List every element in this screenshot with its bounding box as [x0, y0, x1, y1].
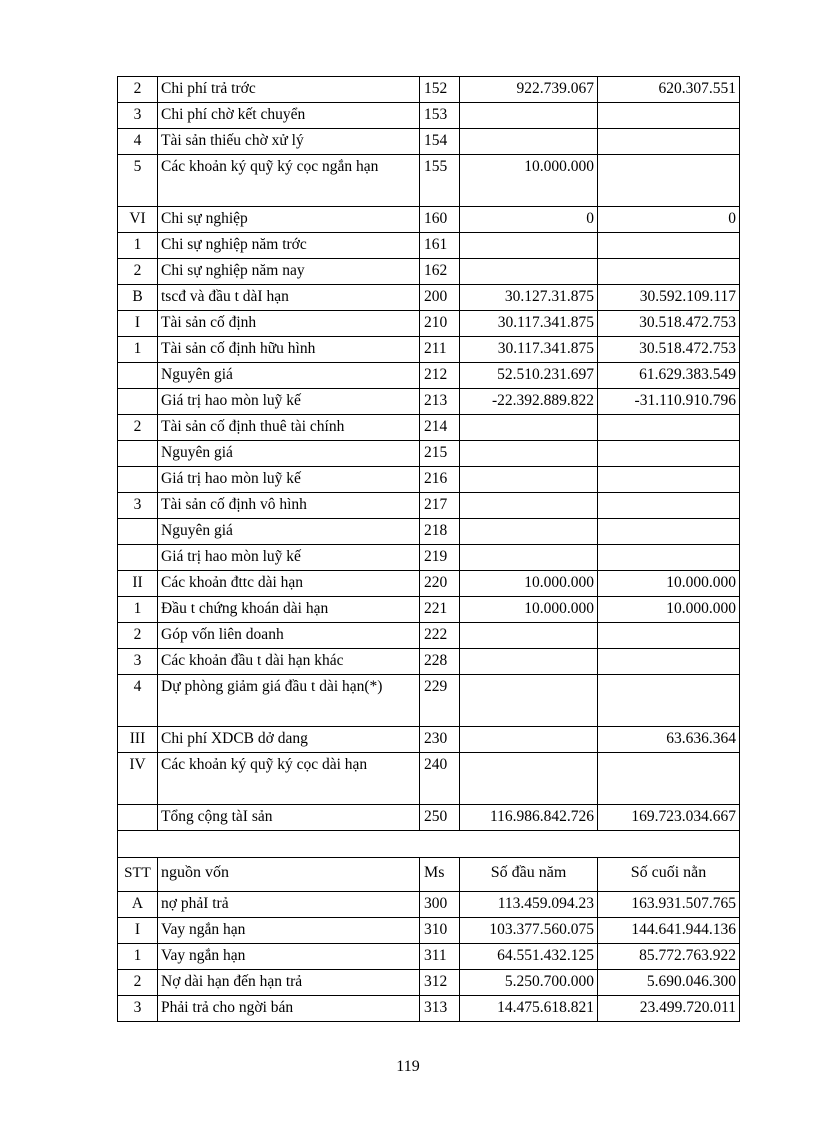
- spacer-section: [118, 831, 740, 858]
- row-name: Dự phòng giảm giá đầu t dài hạn(*): [158, 675, 420, 727]
- header-stt: STT: [118, 858, 158, 892]
- row-name: Tài sản cố định vô hình: [158, 493, 420, 519]
- table-row: [118, 207, 740, 233]
- row-code: 310: [420, 918, 460, 944]
- row-closing-value: [598, 545, 740, 571]
- row-name: Đầu t chứng khoán dài hạn: [158, 597, 420, 623]
- row-stt: 2: [118, 415, 158, 441]
- row-closing-value: [598, 103, 740, 129]
- capital-section: [118, 892, 740, 1022]
- row-closing-value: 63.636.364: [598, 727, 740, 753]
- row-stt: 3: [118, 996, 158, 1022]
- table-row: [118, 727, 740, 753]
- table-row: [118, 441, 740, 467]
- row-closing-value: [598, 415, 740, 441]
- row-opening-value: [460, 493, 598, 519]
- row-opening-value: 0: [460, 207, 598, 233]
- row-closing-value: 620.307.551: [598, 77, 740, 103]
- row-opening-value: -22.392.889.822: [460, 389, 598, 415]
- row-code: 218: [420, 519, 460, 545]
- row-code: 213: [420, 389, 460, 415]
- row-code: 212: [420, 363, 460, 389]
- row-closing-value: 5.690.046.300: [598, 970, 740, 996]
- header-name: nguồn vốn: [158, 858, 420, 892]
- row-name: Chi phí XDCB dở dang: [158, 727, 420, 753]
- row-code: 250: [420, 805, 460, 831]
- row-opening-value: [460, 649, 598, 675]
- table-row: [118, 597, 740, 623]
- header-ms: Ms: [420, 858, 460, 892]
- row-name: Các khoản ký quỹ ký cọc dài hạn: [158, 753, 420, 805]
- row-stt: II: [118, 571, 158, 597]
- row-opening-value: 10.000.000: [460, 597, 598, 623]
- row-closing-value: 0: [598, 207, 740, 233]
- row-opening-value: 10.000.000: [460, 155, 598, 207]
- row-code: 155: [420, 155, 460, 207]
- row-name: nợ phảI trả: [158, 892, 420, 918]
- row-stt: 3: [118, 493, 158, 519]
- row-opening-value: 30.117.341.875: [460, 311, 598, 337]
- row-opening-value: 10.000.000: [460, 571, 598, 597]
- row-opening-value: 922.739.067: [460, 77, 598, 103]
- table-row: [118, 311, 740, 337]
- row-stt: B: [118, 285, 158, 311]
- spacer-cell: [118, 831, 740, 858]
- row-code: 220: [420, 571, 460, 597]
- row-stt: III: [118, 727, 158, 753]
- row-code: 154: [420, 129, 460, 155]
- row-name: Nguyên giá: [158, 441, 420, 467]
- table-row: [118, 337, 740, 363]
- row-name: Các khoản đttc dài hạn: [158, 571, 420, 597]
- row-opening-value: [460, 675, 598, 727]
- row-closing-value: 30.592.109.117: [598, 285, 740, 311]
- row-closing-value: [598, 753, 740, 805]
- row-closing-value: [598, 493, 740, 519]
- header-closing: Số cuối nằn: [598, 858, 740, 892]
- table-row: [118, 285, 740, 311]
- row-name: Chi sự nghiệp năm trớc: [158, 233, 420, 259]
- table-row: [118, 129, 740, 155]
- row-closing-value: 30.518.472.753: [598, 311, 740, 337]
- table-row: [118, 103, 740, 129]
- table-row: [118, 519, 740, 545]
- row-code: 162: [420, 259, 460, 285]
- row-closing-value: 163.931.507.765: [598, 892, 740, 918]
- table-row: [118, 892, 740, 918]
- row-closing-value: 10.000.000: [598, 597, 740, 623]
- row-opening-value: [460, 233, 598, 259]
- header-row: [118, 858, 740, 892]
- row-closing-value: 23.499.720.011: [598, 996, 740, 1022]
- row-closing-value: [598, 467, 740, 493]
- row-opening-value: 30.127.31.875: [460, 285, 598, 311]
- row-stt: 4: [118, 129, 158, 155]
- table-row: [118, 918, 740, 944]
- row-closing-value: 169.723.034.667: [598, 805, 740, 831]
- row-opening-value: 103.377.560.075: [460, 918, 598, 944]
- row-stt: [118, 467, 158, 493]
- row-stt: 2: [118, 970, 158, 996]
- row-stt: 1: [118, 597, 158, 623]
- row-closing-value: 30.518.472.753: [598, 337, 740, 363]
- table-row: [118, 363, 740, 389]
- row-code: 313: [420, 996, 460, 1022]
- row-stt: I: [118, 311, 158, 337]
- row-name: Giá trị hao mòn luỹ kế: [158, 467, 420, 493]
- row-stt: [118, 389, 158, 415]
- spacer-row: [118, 831, 740, 858]
- table-row: [118, 753, 740, 805]
- row-code: 210: [420, 311, 460, 337]
- row-stt: [118, 519, 158, 545]
- row-opening-value: 116.986.842.726: [460, 805, 598, 831]
- row-name: Góp vốn liên doanh: [158, 623, 420, 649]
- table-row: [118, 493, 740, 519]
- row-stt: 4: [118, 675, 158, 727]
- row-code: 229: [420, 675, 460, 727]
- row-closing-value: 144.641.944.136: [598, 918, 740, 944]
- row-opening-value: 5.250.700.000: [460, 970, 598, 996]
- row-name: Nguyên giá: [158, 519, 420, 545]
- row-stt: I: [118, 918, 158, 944]
- row-stt: 1: [118, 233, 158, 259]
- row-name: Tài sản cố định thuê tài chính: [158, 415, 420, 441]
- row-name: tscđ và đầu t dàI hạn: [158, 285, 420, 311]
- row-code: 152: [420, 77, 460, 103]
- row-opening-value: [460, 441, 598, 467]
- table-row: [118, 415, 740, 441]
- table-row: [118, 970, 740, 996]
- row-opening-value: [460, 129, 598, 155]
- row-code: 312: [420, 970, 460, 996]
- row-name: Chi phí chờ kết chuyển: [158, 103, 420, 129]
- row-stt: [118, 363, 158, 389]
- row-stt: 3: [118, 649, 158, 675]
- row-name: Tài sản cố định: [158, 311, 420, 337]
- table-row: [118, 233, 740, 259]
- row-closing-value: 85.772.763.922: [598, 944, 740, 970]
- row-opening-value: 64.551.432.125: [460, 944, 598, 970]
- row-opening-value: [460, 727, 598, 753]
- row-opening-value: [460, 545, 598, 571]
- row-closing-value: [598, 155, 740, 207]
- row-name: Chi sự nghiệp năm nay: [158, 259, 420, 285]
- row-opening-value: 113.459.094.23: [460, 892, 598, 918]
- row-stt: 2: [118, 259, 158, 285]
- row-opening-value: [460, 467, 598, 493]
- row-opening-value: [460, 259, 598, 285]
- row-code: 311: [420, 944, 460, 970]
- row-name: Tổng cộng tàI sản: [158, 805, 420, 831]
- row-code: 228: [420, 649, 460, 675]
- row-closing-value: [598, 675, 740, 727]
- row-closing-value: 61.629.383.549: [598, 363, 740, 389]
- row-closing-value: 10.000.000: [598, 571, 740, 597]
- table-row: [118, 996, 740, 1022]
- row-opening-value: [460, 519, 598, 545]
- row-code: 221: [420, 597, 460, 623]
- table-row: [118, 545, 740, 571]
- row-name: Nguyên giá: [158, 363, 420, 389]
- header-opening: Số đầu năm: [460, 858, 598, 892]
- row-stt: 2: [118, 77, 158, 103]
- row-stt: VI: [118, 207, 158, 233]
- row-stt: 1: [118, 337, 158, 363]
- row-code: 217: [420, 493, 460, 519]
- balance-sheet-table: [117, 76, 740, 1022]
- table-row: [118, 259, 740, 285]
- row-stt: IV: [118, 753, 158, 805]
- row-code: 211: [420, 337, 460, 363]
- row-name: Vay ngắn hạn: [158, 944, 420, 970]
- row-name: Phải trả cho ngời bán: [158, 996, 420, 1022]
- table-row: [118, 155, 740, 207]
- row-stt: 2: [118, 623, 158, 649]
- row-stt: [118, 441, 158, 467]
- row-name: Giá trị hao mòn luỹ kế: [158, 545, 420, 571]
- row-stt: [118, 805, 158, 831]
- row-closing-value: [598, 623, 740, 649]
- row-name: Chi phí trả trớc: [158, 77, 420, 103]
- row-opening-value: 30.117.341.875: [460, 337, 598, 363]
- row-code: 153: [420, 103, 460, 129]
- row-closing-value: [598, 649, 740, 675]
- row-code: 222: [420, 623, 460, 649]
- table-row: [118, 649, 740, 675]
- row-name: Vay ngắn hạn: [158, 918, 420, 944]
- row-code: 240: [420, 753, 460, 805]
- row-stt: 3: [118, 103, 158, 129]
- row-name: Chi sự nghiệp: [158, 207, 420, 233]
- table-row: [118, 571, 740, 597]
- row-closing-value: [598, 233, 740, 259]
- row-opening-value: [460, 753, 598, 805]
- row-closing-value: [598, 129, 740, 155]
- row-code: 216: [420, 467, 460, 493]
- row-opening-value: [460, 103, 598, 129]
- page-number: 119: [396, 1058, 420, 1075]
- table-row: [118, 805, 740, 831]
- row-name: Giá trị hao mòn luỹ kế: [158, 389, 420, 415]
- row-opening-value: [460, 415, 598, 441]
- row-stt: A: [118, 892, 158, 918]
- table-row: [118, 467, 740, 493]
- row-code: 230: [420, 727, 460, 753]
- table-row: [118, 675, 740, 727]
- row-opening-value: [460, 623, 598, 649]
- capital-header-section: [118, 858, 740, 892]
- row-code: 160: [420, 207, 460, 233]
- row-name: Các khoản ký quỹ ký cọc ngắn hạn: [158, 155, 420, 207]
- row-closing-value: [598, 441, 740, 467]
- assets-section: [118, 77, 740, 831]
- row-stt: 5: [118, 155, 158, 207]
- table-row: [118, 944, 740, 970]
- row-code: 300: [420, 892, 460, 918]
- row-name: Tài sản thiếu chờ xử lý: [158, 129, 420, 155]
- row-stt: 1: [118, 944, 158, 970]
- row-code: 215: [420, 441, 460, 467]
- row-opening-value: 52.510.231.697: [460, 363, 598, 389]
- row-name: Các khoản đầu t dài hạn khác: [158, 649, 420, 675]
- row-name: Nợ dài hạn đến hạn trả: [158, 970, 420, 996]
- row-closing-value: [598, 259, 740, 285]
- row-name: Tài sản cố định hữu hình: [158, 337, 420, 363]
- row-code: 219: [420, 545, 460, 571]
- row-opening-value: 14.475.618.821: [460, 996, 598, 1022]
- row-code: 214: [420, 415, 460, 441]
- row-stt: [118, 545, 158, 571]
- table-row: [118, 623, 740, 649]
- row-closing-value: -31.110.910.796: [598, 389, 740, 415]
- row-closing-value: [598, 519, 740, 545]
- table-row: [118, 77, 740, 103]
- row-code: 200: [420, 285, 460, 311]
- table-row: [118, 389, 740, 415]
- row-code: 161: [420, 233, 460, 259]
